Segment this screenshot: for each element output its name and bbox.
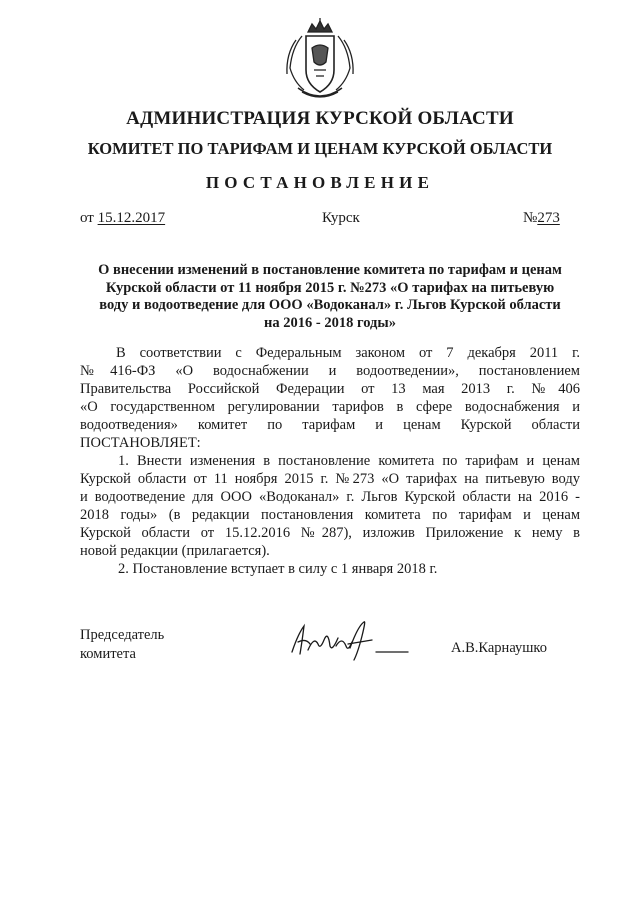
item-1-line: и водоотведение для ООО «Водоканал» г. Льгов Курской области на 2016 - (80, 489, 580, 505)
document-subject (80, 262, 580, 332)
document-type-title: ПОСТАНОВЛЕНИЕ (205, 173, 435, 192)
item-1-line: Курской области от 11 ноября 2015 г. №273 «О тарифах на питьевую воду (80, 471, 580, 487)
signatory-title (80, 626, 164, 664)
body-line: Правительства Российской Федерации от 13 мая 2013 г. №406 (80, 381, 580, 397)
item-1-line: 2018 годы» (в редакции постановления комитета по тарифам и ценам (80, 507, 580, 523)
handwritten-signature (288, 616, 418, 662)
item-1-line: 1. Внести изменения в постановление комитета по тарифам и ценам (118, 453, 580, 469)
body-line: «О государственном регулировании тарифов в сфере водоснабжения и (80, 399, 580, 415)
kursk-coat-of-arms-icon (282, 18, 358, 102)
organization-name: АДМИНИСТРАЦИЯ КУРСКОЙ ОБЛАСТИ (126, 108, 514, 129)
date-value: 15.12.2017 (97, 210, 166, 226)
number-value: 273 (537, 210, 560, 226)
body-line: водоотведения» комитет по тарифам и ценам Курской области (80, 417, 580, 433)
document-city: Курск (322, 210, 360, 226)
number-prefix: № (523, 210, 538, 226)
subject-line: воду и водоотведение для ООО «Водоканал» г. Льгов Курской области (99, 297, 561, 313)
signatory-name: А.В.Карнаушко (451, 640, 547, 656)
signatory-title-line: комитета (80, 646, 136, 662)
item-1-line: Курской области от 15.12.2016 №287), изложив Приложение к нему в (80, 525, 580, 541)
subject-line: Курской области от 11 ноября 2015 г. №273 «О тарифах на питьевую (105, 279, 555, 296)
body-line: №416-ФЗ «О водоснабжении и водоотведении», постановлением (80, 363, 580, 379)
document-body (80, 344, 580, 578)
item-2-line: 2. Постановление вступает в силу с 1 января 2018 г. (118, 561, 438, 577)
date-prefix: от (80, 210, 94, 226)
document-date (80, 210, 165, 227)
body-line: ПОСТАНОВЛЯЕТ: (80, 435, 201, 451)
signatory-title-line: Председатель (80, 627, 165, 643)
document-number (523, 210, 560, 227)
item-1-line: новой редакции (прилагается). (80, 543, 270, 559)
subject-line: О внесении изменений в постановление комитета по тарифам и ценам (98, 262, 562, 278)
subject-line: на 2016 - 2018 годы» (264, 314, 396, 331)
body-line: В соответствии с Федеральным законом от 7 декабря 2011 г. (116, 345, 580, 361)
committee-name: КОМИТЕТ ПО ТАРИФАМ И ЦЕНАМ КУРСКОЙ ОБЛАСТИ (87, 139, 553, 158)
